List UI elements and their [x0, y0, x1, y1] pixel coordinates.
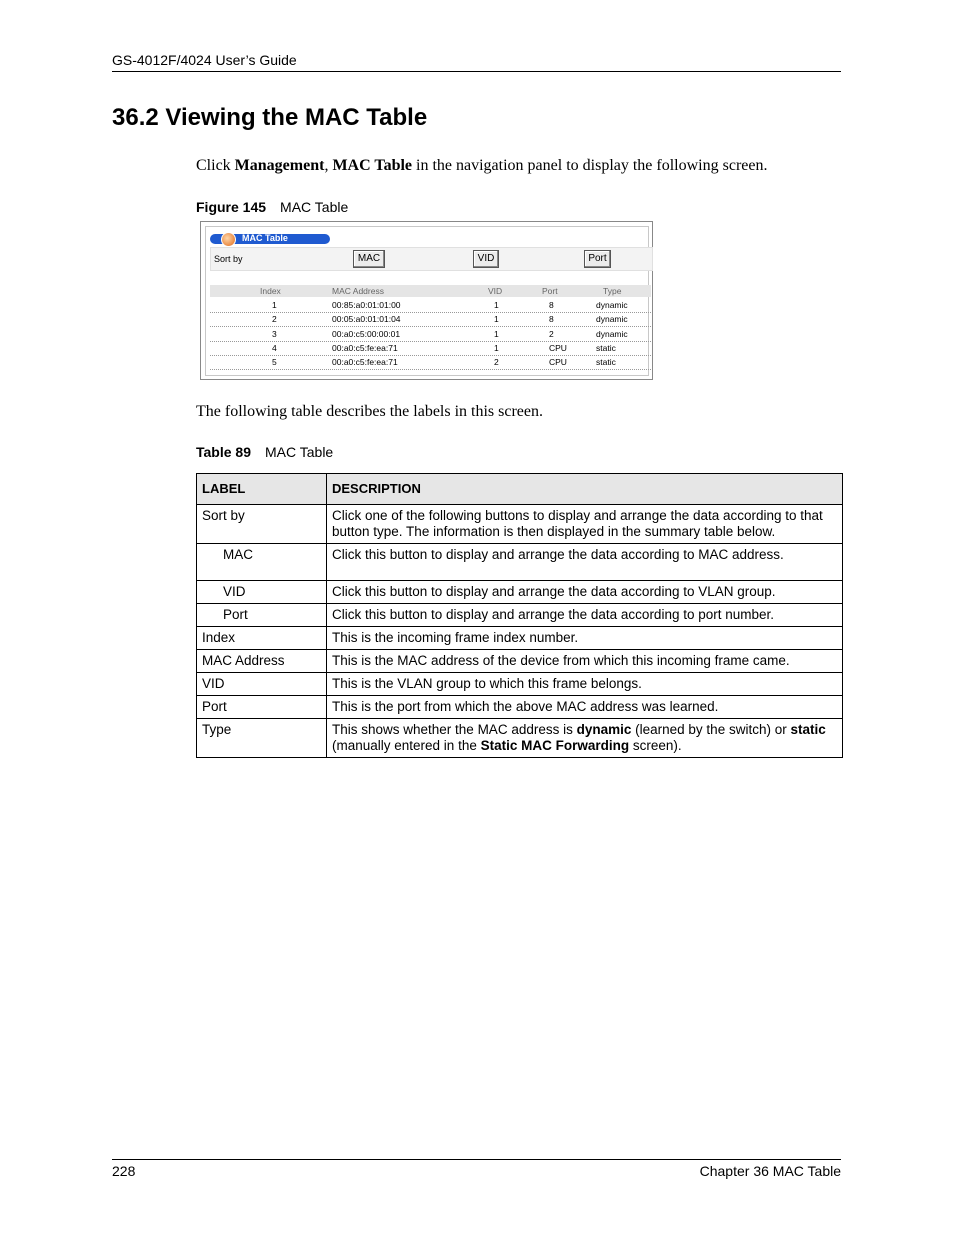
cell-mac-address: 00:85:a0:01:01:00: [332, 300, 401, 310]
intro-text-end: in the navigation panel to display the following screen.: [412, 157, 768, 174]
table-row: [197, 627, 843, 650]
cell-vid: 1: [494, 342, 499, 353]
row-label: Sort by: [197, 505, 327, 544]
header-label: LABEL: [197, 474, 327, 505]
row-label: Type: [197, 719, 327, 758]
cell-mac-address: 00:a0:c5:fe:ea:71: [332, 357, 398, 368]
cell-index: 2: [272, 314, 277, 325]
desc-bold-static-mac-forwarding: Static MAC Forwarding: [480, 738, 630, 753]
cell-vid: 1: [494, 314, 499, 325]
desc-bold-dynamic: dynamic: [576, 722, 632, 737]
cell-index: 4: [272, 342, 277, 353]
table-row: [197, 673, 843, 696]
intro-comma: ,: [324, 157, 333, 174]
row-description: Click one of the following buttons to display and arrange the data according to that button type. The information is then displayed in the summary table below.: [327, 505, 843, 544]
cell-vid: 1: [494, 328, 499, 339]
row-description: Click this button to display and arrange the data according to port number.: [327, 604, 843, 627]
row-description: This is the MAC address of the device from which this incoming frame came.: [327, 650, 843, 673]
table-row: [197, 719, 843, 758]
desc-bold-static: static: [790, 722, 826, 737]
label-description-table: [196, 473, 843, 758]
col-port: Port: [542, 286, 558, 296]
intro-text: Click: [196, 157, 235, 174]
desc-text: (manually entered in the: [332, 738, 481, 753]
intro-bold-management: Management: [234, 157, 325, 174]
cell-port: 8: [549, 300, 554, 310]
orb-icon: [221, 232, 236, 247]
row-description: Click this button to display and arrange the data according to MAC address.: [327, 544, 843, 581]
sort-by-label: Sort by: [214, 254, 243, 264]
table-caption-label: Table 89: [196, 444, 251, 460]
running-header: GS-4012F/4024 User’s Guide: [112, 52, 297, 68]
mac-table-screenshot: [200, 221, 653, 380]
cell-port: CPU: [549, 342, 567, 353]
cell-mac-address: 00:05:a0:01:01:04: [332, 314, 401, 325]
row-label: MAC Address: [197, 650, 327, 673]
screen-title: MAC Table: [242, 233, 288, 243]
sort-row: [210, 247, 653, 271]
sort-mac-button[interactable]: MAC: [353, 250, 385, 268]
cell-type: static: [596, 342, 616, 353]
intro-bold-mac-table: MAC Table: [332, 157, 413, 174]
footer-rule: [112, 1159, 841, 1160]
row-description: This is the port from which the above MAC address was learned.: [327, 696, 843, 719]
table-row: [197, 696, 843, 719]
col-mac-address: MAC Address: [332, 286, 384, 296]
cell-vid: 2: [494, 357, 499, 368]
cell-type: static: [596, 357, 616, 368]
page-number: 228: [112, 1163, 136, 1179]
row-description: This is the VLAN group to which this frame belongs.: [327, 673, 843, 696]
desc-text: This shows whether the MAC address is: [332, 722, 577, 737]
cell-port: 2: [549, 328, 554, 339]
row-description: [327, 719, 843, 758]
row-label: Port: [197, 604, 327, 627]
table-header-row: [197, 474, 843, 505]
row-description: This is the incoming frame index number.: [327, 627, 843, 650]
desc-text: (learned by the switch) or: [631, 722, 791, 737]
chapter-footer: Chapter 36 MAC Table: [699, 1163, 841, 1179]
cell-port: 8: [549, 314, 554, 325]
cell-type: dynamic: [596, 328, 628, 339]
cell-port: CPU: [549, 357, 567, 368]
cell-type: dynamic: [596, 300, 628, 310]
table-row: [197, 650, 843, 673]
cell-index: 3: [272, 328, 277, 339]
intro-paragraph: [196, 157, 767, 175]
cell-index: 1: [272, 300, 277, 310]
table-caption: [196, 444, 333, 460]
header-description: DESCRIPTION: [327, 474, 843, 505]
screen-title-bar: [210, 234, 330, 244]
cell-mac-address: 00:a0:c5:fe:ea:71: [332, 342, 398, 353]
row-label: Port: [197, 696, 327, 719]
figure-caption-label: Figure 145: [196, 199, 267, 215]
row-description: Click this button to display and arrange the data according to VLAN group.: [327, 581, 843, 604]
row-label: VID: [197, 581, 327, 604]
table-row: [197, 604, 843, 627]
cell-type: dynamic: [596, 314, 628, 325]
cell-index: 5: [272, 357, 277, 368]
screen-table-row: [210, 355, 651, 370]
cell-vid: 1: [494, 300, 499, 310]
header-rule: [112, 71, 841, 72]
table-row: [197, 544, 843, 581]
sort-vid-button[interactable]: VID: [473, 250, 499, 268]
sort-port-button[interactable]: Port: [584, 250, 611, 268]
screen-table-row: [210, 298, 651, 313]
figure-caption: [196, 199, 348, 215]
figure-caption-text: MAC Table: [280, 199, 349, 215]
table-caption-text: MAC Table: [265, 444, 334, 460]
row-label: Index: [197, 627, 327, 650]
screen-table-header: [210, 285, 651, 297]
cell-mac-address: 00:a0:c5:00:00:01: [332, 328, 401, 339]
row-label: VID: [197, 673, 327, 696]
col-index: Index: [260, 286, 281, 296]
follow-paragraph: The following table describes the labels in this screen.: [196, 403, 544, 420]
table-row: [197, 581, 843, 604]
row-label: MAC: [197, 544, 327, 581]
screen-table-row: [210, 341, 651, 356]
desc-text: screen).: [629, 738, 682, 753]
table-row: [197, 505, 843, 544]
col-type: Type: [603, 286, 622, 296]
col-vid: VID: [488, 286, 503, 296]
screen-table-row: [210, 312, 651, 327]
section-title: 36.2 Viewing the MAC Table: [112, 104, 428, 131]
screenshot-panel: [205, 226, 649, 376]
screen-table-row: [210, 327, 651, 342]
